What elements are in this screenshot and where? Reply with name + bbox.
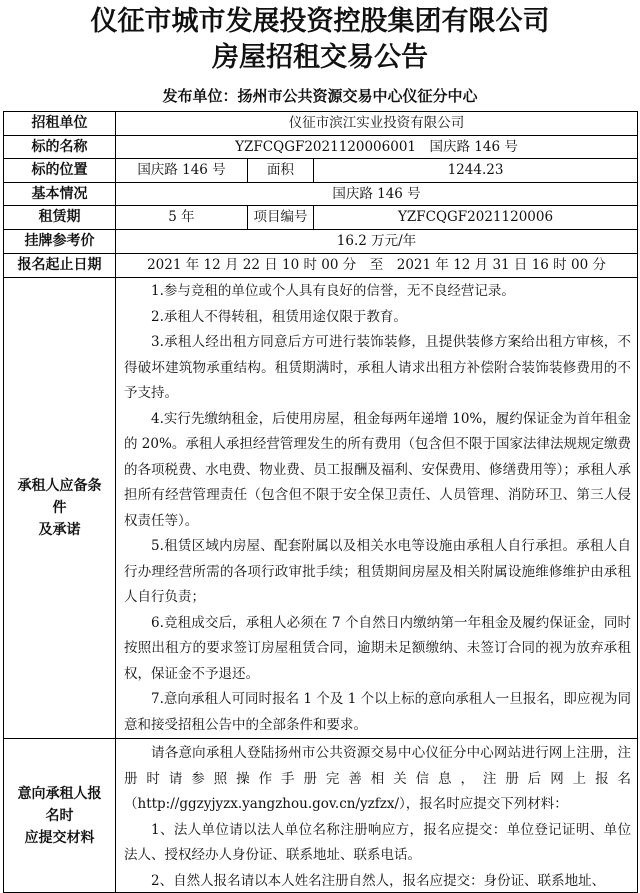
basic-info-value: 国庆路 146 号: [116, 183, 638, 206]
area-value: 1244.23: [314, 159, 638, 183]
reference-price-value: 16.2 万元/年: [116, 230, 638, 254]
conditions-label-line1: 承租人应备条: [17, 478, 102, 494]
unit-label: 招租单位: [4, 112, 116, 136]
table-row: [4, 159, 638, 183]
submission-item-2: 2、自然人报名请以本人姓名注册自然人，报名应提交：身份证、联系地址、: [151, 872, 606, 889]
submission-item-1: 1、法人单位请以法人单位名称注册响应方，报名应提交：单位登记证明、单位法人、授权经办人身份证、联系地址、联系电话。: [124, 821, 632, 863]
submission-label: [4, 739, 116, 893]
basic-info-label: 基本情况: [4, 183, 116, 206]
condition-item-6: 6.竞租成交后，承租人必须在 7 个自然日内缴纳第一年租金及履约保证金，同时按照出租方的要求签订房屋租赁合同，逾期未足额缴纳、未签订合同的视为放弃承租权，保证金不予退还。: [124, 614, 632, 682]
table-row: [4, 739, 638, 893]
conditions-content: [116, 278, 638, 739]
project-number-value: YZFCQGF2021120006: [314, 206, 638, 230]
notice-table: [3, 111, 638, 893]
condition-item-3: 3.承租人经出租方同意后方可进行装饰装修，且提供装修方案给出租方审核，不得破坏建筑物承重结构。租赁期满时，承租人请求出租方补偿附合装饰装修费用的不予支持。: [124, 334, 632, 401]
submission-content: [116, 739, 638, 893]
table-row: [4, 254, 638, 278]
publisher-line: 发布单位：扬州市公共资源交易中心仪征分中心: [162, 87, 478, 105]
subject-name-label: 标的名称: [4, 136, 116, 159]
subject-location-label: 标的位置: [4, 159, 116, 183]
registration-period-label: 报名起止日期: [4, 254, 116, 278]
table-row: [4, 230, 638, 254]
submission-item-intro: 请各意向承租人登陆扬州市公共资源交易中心仪征分中心网站进行网上注册，注册时请参照操作手册完善相关信息，注册后网上报名（http://ggzyjyzx.yangzhou.gov.cn/yzfzx/），报名时应提交下列材料：: [124, 745, 632, 812]
submission-label-line3: 应提交材料: [24, 829, 95, 846]
registration-period-value: 2021 年 12 月 22 日 10 时 00 分 至 2021 年 12 月 31 日 16 时 00 分: [116, 254, 638, 278]
unit-value: 仪征市滨江实业投资有限公司: [116, 112, 638, 136]
condition-item-7: 7.意向承租人可同时报名 1 个及 1 个以上标的意向承租人一旦报名，即应视为同意和接受招租公告中的全部条件和要求。: [124, 691, 632, 733]
condition-item-1: 1.参与竞租的单位或个人具有良好的信誉，无不良经营记录。: [151, 283, 515, 299]
table-row: [4, 136, 638, 159]
table-row: [4, 206, 638, 230]
table-row: [4, 112, 638, 136]
condition-item-2: 2.承租人不得转租，租赁用途仅限于教育。: [151, 308, 407, 325]
document-title-line2: 房屋招租交易公告: [212, 42, 428, 73]
lease-term-value: 5 年: [116, 206, 248, 230]
submission-label-line2: 名时: [45, 807, 74, 824]
conditions-label-line2: 件: [52, 500, 67, 516]
conditions-label: [4, 278, 116, 739]
area-label: 面积: [248, 159, 314, 183]
condition-item-4: 4.实行先缴纳租金，后使用房屋，租金每两年递增 10%，履约保证金为首年租金的 20%。承租人承担经营管理发生的所有费用（包含但不限于国家法律法规规定缴费的各项税费、水电费、物业费、员工报酬及福利、安保费用、修缮费用等）；承租人承担所有经营管理责任（包含但不限于安全保卫责任、人员管理、消防环卫、第三人侵权责任等）。: [124, 410, 632, 529]
table-row: [4, 278, 638, 739]
submission-label-line1: 意向承租人报: [17, 785, 102, 802]
subject-location-value: 国庆路 146 号: [116, 159, 248, 183]
lease-term-label: 租赁期: [4, 206, 116, 230]
document-title-line1: 仪征市城市发展投资控股集团有限公司: [90, 6, 550, 37]
conditions-label-line3: 及承诺: [38, 522, 81, 538]
reference-price-label: 挂牌参考价: [4, 230, 116, 254]
subject-name-value: YZFCQGF2021120006001 国庆路 146 号: [116, 136, 638, 159]
project-number-label: 项目编号: [248, 206, 314, 230]
condition-item-5: 5.租赁区域内房屋、配套附属以及相关水电等设施由承租人自行承担。承租人自行办理经营所需的各项行政审批手续；租赁期间房屋及相关附属设施维修维护由承租人自行负责；: [124, 538, 632, 605]
table-row: [4, 183, 638, 206]
